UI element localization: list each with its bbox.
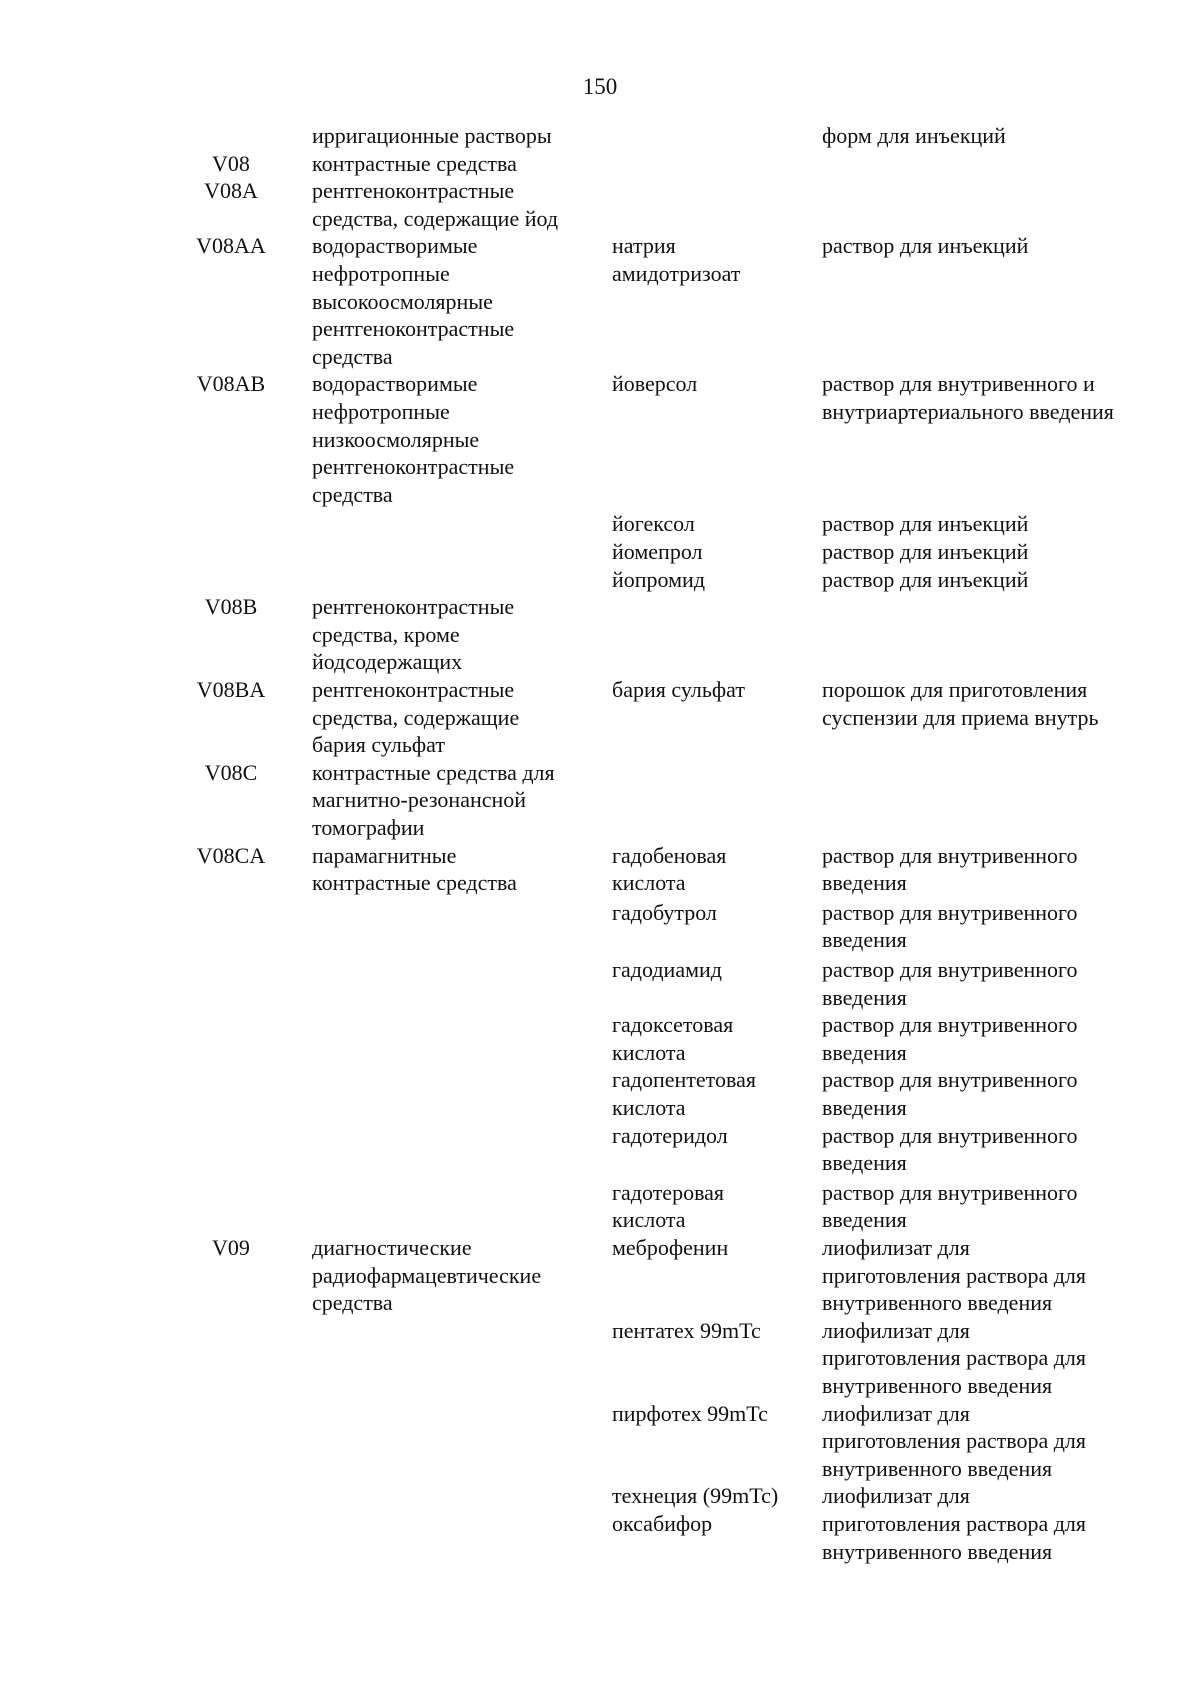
drug-name-line: гадотеридол <box>612 1122 728 1148</box>
group-name-line: средства <box>312 343 393 369</box>
group-name-line: нефротропные <box>312 399 450 424</box>
group-name-line: рентгеноконтрастные <box>312 178 515 204</box>
dosage-form-line: введения <box>822 1039 907 1065</box>
drug-name-line: бария сульфат <box>612 677 745 702</box>
dosage-form-line: приготовления раствора для <box>822 1428 1086 1454</box>
dosage-form-line: раствор для внутривенного <box>822 899 1078 925</box>
drug-name-line: амидотризоат <box>612 261 741 286</box>
drug-name-line: кислота <box>612 1207 686 1233</box>
drug-name-line: кислота <box>612 1095 686 1120</box>
group-name-line: рентгеноконтрастные <box>312 594 515 620</box>
dosage-form-line: раствор для внутривенного <box>822 1067 1078 1093</box>
dosage-form-line: внутривенного введения <box>822 1538 1053 1564</box>
dosage-form-line: лиофилизат для <box>822 1400 970 1426</box>
dosage-form-line: внутривенного введения <box>822 1373 1053 1398</box>
drug-name-line: пентатех 99mTc <box>612 1317 761 1343</box>
group-name-line: контрастные средства для <box>312 759 555 785</box>
group-name-line: диагностические <box>312 1235 472 1260</box>
group-name-line: контрастные средства <box>312 150 517 176</box>
group-name-line: йодсодержащих <box>312 649 463 675</box>
group-name-line: томографии <box>312 815 425 840</box>
drug-name-line: йогексол <box>612 511 695 537</box>
atc-code: V08A <box>204 178 258 204</box>
group-name-line: средства <box>312 481 393 507</box>
atc-code: V08AB <box>196 371 266 397</box>
group-name-line: ирригационные растворы <box>312 123 552 148</box>
dosage-form-line: введения <box>822 1207 907 1233</box>
drug-name-line: меброфенин <box>612 1235 729 1260</box>
dosage-form-line: раствор для внутривенного <box>822 842 1078 868</box>
dosage-form-line: раствор для инъекций <box>822 539 1029 564</box>
dosage-form-line: лиофилизат для <box>822 1317 970 1343</box>
group-name-line: рентгеноконтрастные <box>312 316 515 342</box>
dosage-form-line: внутриартериального введения <box>822 399 1114 424</box>
group-name-line: высокоосмолярные <box>312 288 493 314</box>
dosage-form-line: приготовления раствора для <box>822 1511 1086 1536</box>
group-name-line: парамагнитные <box>312 842 457 868</box>
group-name-line: рентгеноконтрастные <box>312 677 515 702</box>
dosage-form-line: введения <box>822 1095 907 1120</box>
dosage-form-line: раствор для инъекций <box>822 233 1029 259</box>
dosage-form-line: введения <box>822 927 907 953</box>
dosage-form-line: раствор для инъекций <box>822 511 1029 537</box>
group-name-line: низкоосмолярные <box>312 426 480 452</box>
drug-name-line: гадопентетовая <box>612 1067 756 1093</box>
drug-name-line: гадотеровая <box>612 1179 725 1205</box>
drug-name-line: гадоксетовая <box>612 1012 734 1038</box>
drug-name-line: йопромид <box>612 566 706 592</box>
drug-name-line: йомепрол <box>612 539 703 564</box>
group-name-line: нефротропные <box>312 261 450 286</box>
dosage-form-line: введения <box>822 984 907 1010</box>
dosage-form-line: раствор для инъекций <box>822 566 1029 592</box>
dosage-form-line: внутривенного введения <box>822 1290 1053 1316</box>
group-name-line: контрастные средства <box>312 870 517 896</box>
dosage-form-line: раствор для внутривенного <box>822 1179 1078 1205</box>
atc-code: V08AA <box>196 233 266 259</box>
group-name-line: средства <box>312 1290 393 1316</box>
dosage-form-line: раствор для внутривенного и <box>822 371 1095 397</box>
dosage-form-line: введения <box>822 870 907 896</box>
dosage-form-line: приготовления раствора для <box>822 1262 1086 1288</box>
dosage-form-line: порошок для приготовления <box>822 677 1088 702</box>
dosage-form-line: внутривенного введения <box>822 1455 1053 1481</box>
drug-name-line: оксабифор <box>612 1511 713 1536</box>
dosage-form-line: введения <box>822 1150 907 1176</box>
group-name-line: водорастворимые <box>312 233 478 259</box>
dosage-form-line: лиофилизат для <box>822 1483 970 1509</box>
drug-name-line: кислота <box>612 870 686 896</box>
group-name-line: бария сульфат <box>312 732 445 758</box>
group-name-line: магнитно-резонансной <box>312 787 527 813</box>
group-name-line: средства, содержащие <box>312 704 520 730</box>
atc-code: V08CA <box>196 842 266 868</box>
atc-code: V09 <box>212 1235 250 1260</box>
drug-name-line: гадодиамид <box>612 957 722 982</box>
drug-name-line: пирфотех 99mTc <box>612 1400 768 1426</box>
group-name-line: средства, кроме <box>312 621 460 647</box>
dosage-form-line: форм для инъекций <box>822 123 1006 148</box>
atc-code: V08C <box>204 759 258 785</box>
drug-name-line: гадобутрол <box>612 899 717 925</box>
group-name-line: рентгеноконтрастные <box>312 454 515 480</box>
dosage-form-line: раствор для внутривенного <box>822 1122 1078 1148</box>
dosage-form-line: приготовления раствора для <box>822 1345 1086 1371</box>
drug-name-line: технеция (99mTc) <box>612 1483 779 1509</box>
atc-code: V08BA <box>196 677 266 702</box>
atc-code: V08 <box>212 150 250 176</box>
page-number: 150 <box>582 74 618 99</box>
group-name-line: радиофармацевтические <box>312 1262 542 1288</box>
drug-name-line: гадобеновая <box>612 842 727 868</box>
drug-name-line: кислота <box>612 1039 686 1065</box>
dosage-form-line: раствор для внутривенного <box>822 957 1078 982</box>
dosage-form-line: суспензии для приема внутрь <box>822 704 1099 730</box>
group-name-line: водорастворимые <box>312 371 478 397</box>
dosage-form-line: лиофилизат для <box>822 1235 970 1260</box>
drug-name-line: натрия <box>612 233 676 259</box>
group-name-line: средства, содержащие йод <box>312 205 559 231</box>
atc-code: V08B <box>204 594 258 620</box>
drug-name-line: йоверсол <box>612 371 698 397</box>
dosage-form-line: раствор для внутривенного <box>822 1012 1078 1038</box>
